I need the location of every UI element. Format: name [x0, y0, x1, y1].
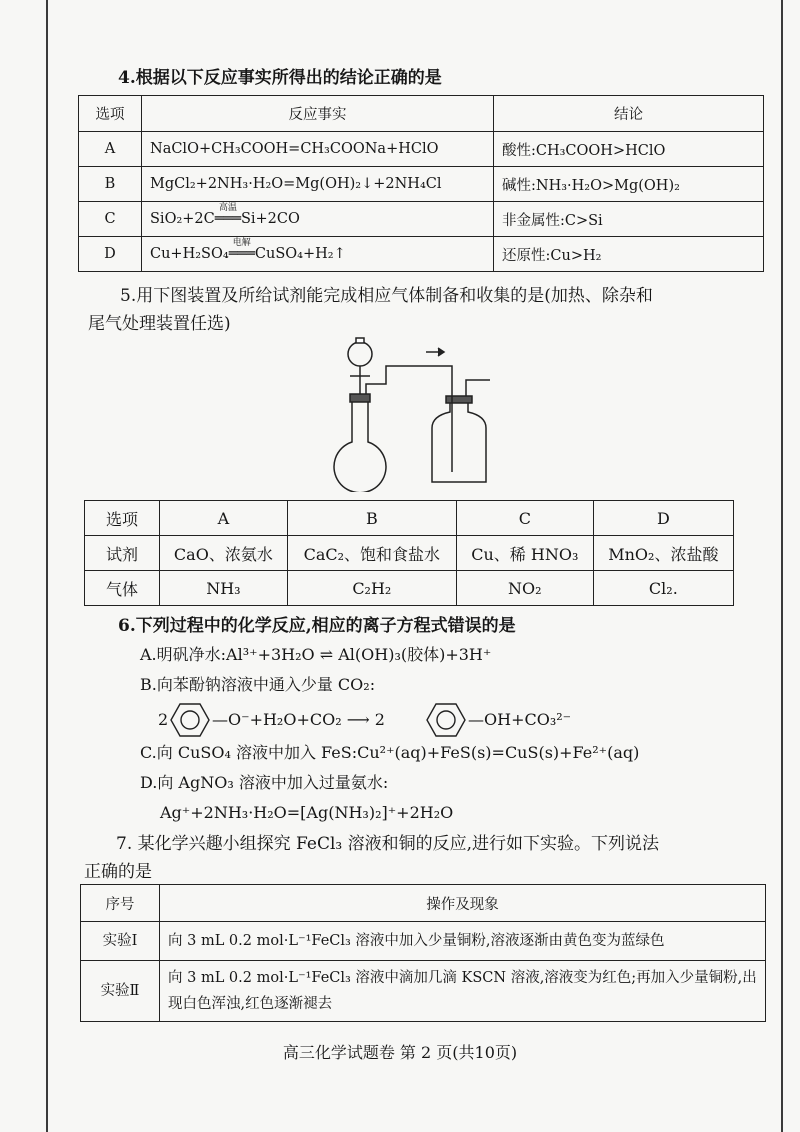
q6-option-d-equation: Ag⁺+2NH₃·H₂O=[Ag(NH₃)₂]⁺+2H₂O [160, 803, 454, 822]
q5-gas: NH₃ [160, 571, 288, 606]
q7-experiment-id: 实验Ⅰ [81, 922, 160, 961]
flask-stopper [350, 394, 370, 402]
q7-stem-line2: 正确的是 [84, 862, 152, 882]
page-footer: 高三化学试题卷 第 2 页(共10页) [282, 1043, 518, 1062]
bottle-stopper [446, 396, 472, 403]
q5-gas-row [85, 571, 734, 606]
q5-header-b: B [287, 501, 456, 536]
funnel-bulb-icon [348, 342, 372, 366]
q4-fact-products: Si+2CO [240, 211, 300, 227]
q7-header-id: 序号 [81, 885, 160, 922]
reaction-arrow: 高温 ═══ [215, 211, 241, 227]
left-binding-edge [46, 0, 48, 1132]
q5-stem [88, 282, 778, 338]
q7-row [81, 922, 766, 961]
q7-table [80, 884, 766, 1022]
eq-middle: —O⁻+H₂O+CO₂ ⟶ 2 [212, 710, 385, 729]
q5-reagent-row [85, 536, 734, 571]
q4-fact: NaClO+CH₃COOH=CH₃COONa+HClO [142, 132, 494, 167]
q4-fact [142, 237, 494, 272]
q4-conclusion: 非金属性:C>Si [494, 202, 764, 237]
q5-header-row [85, 501, 734, 536]
right-page-edge [781, 0, 783, 1132]
q7-row [81, 961, 766, 1022]
q6-option-c: C.向 CuSO₄ 溶液中加入 FeS:Cu²⁺(aq)+FeS(s)=CuS(s)+Fe²⁺(aq) [140, 743, 640, 762]
q5-table [84, 500, 734, 606]
q7-stem-line1: 7. 某化学兴趣小组探究 FeCl₃ 溶液和铜的反应,进行如下实验。下列说法 [116, 834, 660, 854]
q4-header-row [79, 96, 764, 132]
reaction-condition: 高温 [218, 203, 237, 213]
q5-gas-label: 气体 [85, 571, 160, 606]
q6-phenoxide-equation [158, 700, 618, 740]
round-bottom-flask-icon [334, 402, 386, 492]
apparatus-diagram [320, 332, 520, 492]
q6-option-a: A.明矾净水:Al³⁺+3H₂O ⇌ Al(OH)₃(胶体)+3H⁺ [140, 645, 492, 664]
q7-experiment-id: 实验Ⅱ [81, 961, 160, 1022]
q6-option-b: B.向苯酚钠溶液中通入少量 CO₂: [140, 675, 376, 694]
benzene-ring-icon [426, 702, 466, 738]
q4-conclusion: 还原性:Cu>H₂ [494, 237, 764, 272]
eq-coefficient: 2 [158, 710, 169, 729]
q4-option: B [79, 167, 142, 202]
benzene-ring-icon [170, 702, 210, 738]
q5-reagent-label: 试剂 [85, 536, 160, 571]
q4-fact-products: CuSO₄+H₂↑ [254, 246, 346, 262]
eq-end: —OH+CO₃²⁻ [468, 710, 572, 729]
q4-row-c [79, 202, 764, 237]
q4-fact [142, 202, 494, 237]
q4-fact-reactants: Cu+H₂SO₄ [150, 246, 229, 262]
q5-reagent: MnO₂、浓盐酸 [593, 536, 733, 571]
q5-header-option: 选项 [85, 501, 160, 536]
q5-gas: NO₂ [456, 571, 593, 606]
q4-header-option: 选项 [79, 96, 142, 132]
q7-header-text: 操作及现象 [160, 885, 766, 922]
q7-header-row [81, 885, 766, 922]
q5-gas: C₂H₂ [287, 571, 456, 606]
q4-option: D [79, 237, 142, 272]
q5-gas: Cl₂. [593, 571, 733, 606]
q4-option: A [79, 132, 142, 167]
q7-stem [84, 830, 780, 886]
q5-stem-line2: 尾气处理装置任选) [88, 314, 231, 334]
q5-reagent: Cu、稀 HNO₃ [456, 536, 593, 571]
q6-stem: 6.下列过程中的化学反应,相应的离子方程式错误的是 [118, 616, 516, 636]
q4-conclusion: 碱性:NH₃·H₂O>Mg(OH)₂ [494, 167, 764, 202]
q5-header-a: A [160, 501, 288, 536]
q5-reagent: CaC₂、饱和食盐水 [287, 536, 456, 571]
q7-experiment-text: 向 3 mL 0.2 mol·L⁻¹FeCl₃ 溶液中加入少量铜粉,溶液逐渐由黄色变为蓝绿色 [160, 922, 766, 961]
q4-header-conclusion: 结论 [494, 96, 764, 132]
q4-header-fact: 反应事实 [142, 96, 494, 132]
q5-header-d: D [593, 501, 733, 536]
q5-header-c: C [456, 501, 593, 536]
q4-row-a [79, 132, 764, 167]
gas-bottle-icon [432, 403, 486, 482]
q5-reagent: CaO、浓氨水 [160, 536, 288, 571]
q4-option: C [79, 202, 142, 237]
q4-row-d [79, 237, 764, 272]
q4-table [78, 95, 764, 272]
reaction-arrow: 电解 ═══ [229, 246, 255, 262]
reaction-condition: 电解 [232, 238, 251, 248]
q4-fact-reactants: SiO₂+2C [150, 211, 215, 227]
q6-option-d: D.向 AgNO₃ 溶液中加入过量氨水: [140, 773, 389, 792]
q7-experiment-text: 向 3 mL 0.2 mol·L⁻¹FeCl₃ 溶液中滴加几滴 KSCN 溶液,溶液变为红色;再加入少量铜粉,出现白色浑浊,红色逐渐褪去 [160, 961, 766, 1022]
q4-conclusion: 酸性:CH₃COOH>HClO [494, 132, 764, 167]
q5-stem-line1: 5.用下图装置及所给试剂能完成相应气体制备和收集的是(加热、除杂和 [120, 286, 653, 306]
q4-fact: MgCl₂+2NH₃·H₂O=Mg(OH)₂↓+2NH₄Cl [142, 167, 494, 202]
q4-stem: 4.根据以下反应事实所得出的结论正确的是 [118, 68, 442, 88]
q4-row-b [79, 167, 764, 202]
